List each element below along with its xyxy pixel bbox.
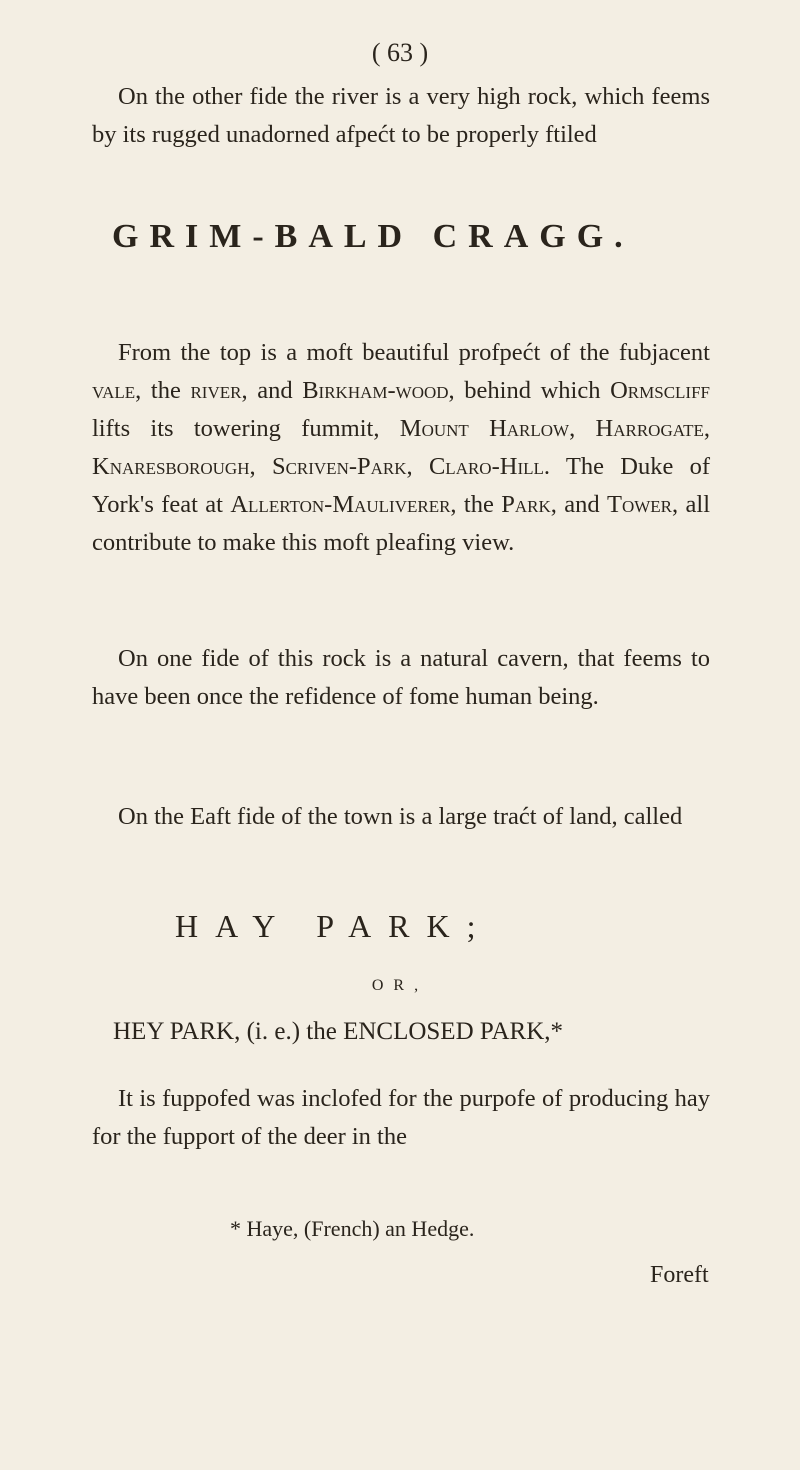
paragraph-prospect-text: From the top is a moft beautiful profpećt of the fubjacent vale, the river, and Birkham-wood, behind which Ormscliff lifts its towering fummit, Mount Harlow, Harrogate, Knaresborough, Scriven-Park, Claro-Hill. The Duke of York's feat at Allerton-Mauliverer, the Park, and Tower, all contribute to make this moft pleafing view. [92, 339, 711, 556]
paragraph-rock-text: On the other fide the river is a very high rock, which feems by its rugged unadorned afpećt to be properly ftiled [92, 83, 710, 148]
page-number: ( 63 ) [371, 38, 429, 67]
paragraph-cavern-text: On one fide of this rock is a natural cavern, that feems to have been once the refidence of fome human being. [92, 645, 710, 710]
place-river: river [190, 377, 242, 404]
place-tower: Tower [607, 491, 673, 518]
paragraph-supposed-text: It is fuppofed was inclofed for the purpofe of producing hay for the fupport of the deer in the [92, 1085, 710, 1150]
place-birkham-wood: Birkham-wood [302, 377, 449, 404]
catchword: Foreft [650, 1262, 709, 1288]
or-line: OR, [371, 977, 429, 994]
paragraph-cavern [92, 640, 710, 716]
place-vale: vale [92, 377, 136, 404]
place-knaresborough: Knaresborough [92, 453, 250, 480]
place-park: Park [501, 491, 551, 518]
paragraph-rock [92, 78, 710, 154]
heading-hay-park: HAY PARK; [175, 908, 493, 944]
place-scriven-park: Scriven-Park [271, 453, 407, 480]
hey-park-line: HEY PARK, (i. e.) the ENCLOSED PARK,* [113, 1018, 564, 1045]
place-claro-hill: Claro-Hill [428, 453, 544, 480]
place-allerton-mauliverer: Allerton-Mauliverer [230, 491, 451, 518]
place-harrogate: Harrogate [595, 415, 704, 442]
paragraph-east-side [92, 798, 710, 836]
paragraph-supposed [92, 1080, 710, 1156]
place-ormscliff: Ormscliff [610, 377, 710, 404]
footnote: * Haye, (French) an Hedge. [230, 1216, 475, 1241]
paragraph-east-side-text: On the Eaft fide of the town is a large traćt of land, called [118, 803, 683, 830]
heading-grim-bald-cragg: GRIM-BALD CRAGG. [112, 218, 634, 255]
place-mount-harlow: Mount Harlow [399, 415, 570, 442]
paragraph-prospect [92, 334, 710, 562]
